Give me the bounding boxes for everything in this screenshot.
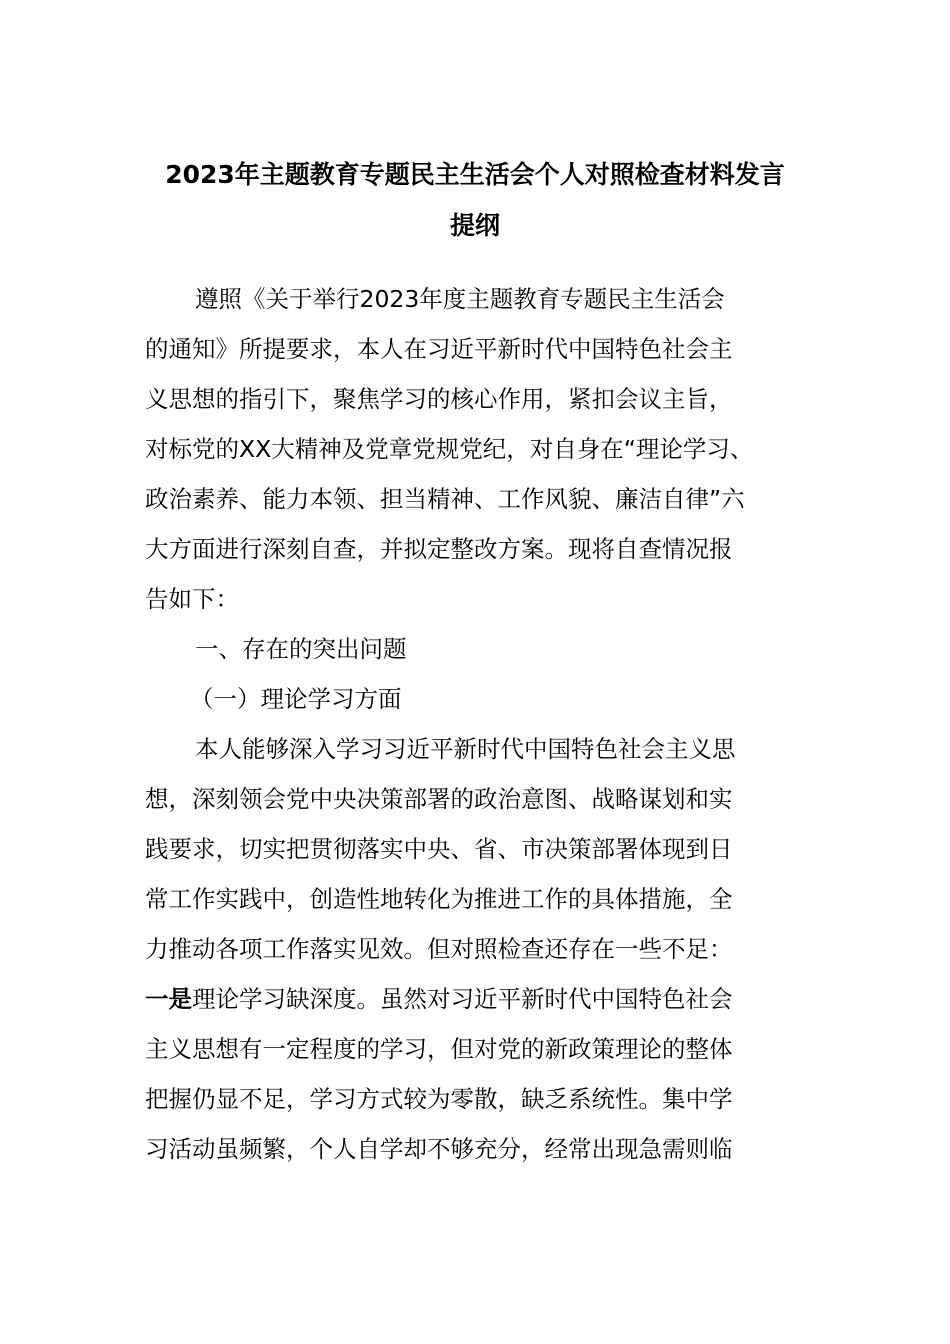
point-one-line: 习活动虽频繁，个人自学却不够充分，经常出现急需则临	[145, 1135, 733, 1163]
point-one-line	[145, 984, 733, 1014]
point-one-line: 主义思想有一定程度的学习，但对党的新政策理论的整体	[145, 1035, 733, 1063]
body-line: 本人能够深入学习习近平新时代中国特色社会主义思	[195, 735, 736, 763]
intro-line: 告如下：	[145, 585, 239, 613]
subsection-heading: （一）理论学习方面	[190, 685, 402, 713]
point-one-label: 一是	[145, 985, 192, 1013]
section-heading: 一、存在的突出问题	[195, 635, 407, 663]
point-one-line: 把握仍显不足，学习方式较为零散，缺乏系统性。集中学	[145, 1085, 733, 1113]
body-line: 常工作实践中，创造性地转化为推进工作的具体措施，全	[145, 885, 733, 913]
intro-line: 对标党的XX大精神及党章党规党纪，对自身在“理论学习、	[145, 435, 754, 463]
document-title-line-1: 2023年主题教育专题民主生活会个人对照检查材料发言	[165, 160, 785, 189]
intro-line: 大方面进行深刻自查，并拟定整改方案。现将自查情况报	[145, 535, 733, 563]
intro-line: 的通知》所提要求，本人在习近平新时代中国特色社会主	[145, 335, 733, 363]
intro-line: 政治素养、能力本领、担当精神、工作风貌、廉洁自律”六	[145, 485, 745, 513]
intro-line: 遵照《关于举行2023年度主题教育专题民主生活会	[195, 285, 725, 313]
body-line: 力推动各项工作落实见效。但对照检查还存在一些不足：	[145, 935, 733, 963]
body-line: 想，深刻领会党中央决策部署的政治意图、战略谋划和实	[145, 785, 733, 813]
point-one-text: 理论学习缺深度。虽然对习近平新时代中国特色社会	[192, 985, 733, 1013]
intro-line: 义思想的指引下，聚焦学习的核心作用，紧扣会议主旨，	[145, 385, 733, 413]
body-line: 践要求，切实把贯彻落实中央、省、市决策部署体现到日	[145, 835, 733, 863]
document-title-line-2: 提纲	[449, 211, 500, 240]
